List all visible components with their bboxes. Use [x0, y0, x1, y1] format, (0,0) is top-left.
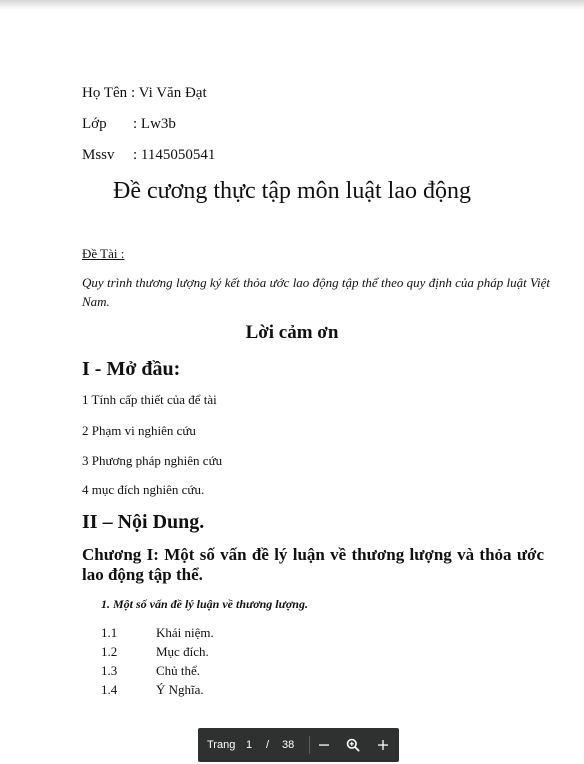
chapter-heading: Chương I: Một số vấn đề lý luận về thương lượng và thỏa ước lao động tập thể. — [82, 545, 544, 584]
subitem-text: Mục đích. — [156, 644, 209, 659]
info-label: Mssv — [82, 147, 115, 163]
page-label: Trang — [207, 739, 236, 751]
subsection-heading: 1. Một số vấn đề lý luận về thương lượng. — [101, 597, 308, 611]
info-row-student-id — [82, 146, 216, 164]
subitem-number: 1.3 — [101, 663, 118, 678]
current-page-input[interactable]: 1 — [246, 739, 253, 751]
table-row — [101, 663, 200, 679]
acknowledgements-heading: Lời cảm ơn — [245, 322, 339, 343]
topic-label: Đề Tài : — [82, 246, 125, 261]
info-label: Lớp — [82, 116, 107, 132]
zoom-in-button[interactable] — [371, 728, 395, 762]
zoom-out-button[interactable] — [312, 728, 336, 762]
subitem-text: Ý Nghĩa. — [156, 682, 204, 697]
toolbar-divider — [309, 736, 310, 754]
zoom-button[interactable] — [341, 728, 365, 762]
page-separator: / — [266, 739, 270, 751]
info-value: : Lw3b — [133, 116, 176, 132]
subitem-text: Chủ thể. — [156, 663, 201, 678]
minus-icon — [318, 739, 330, 751]
info-label: Họ Tên — [82, 85, 128, 101]
info-row-name — [82, 84, 207, 102]
subitem-number: 1.4 — [101, 682, 118, 697]
table-row — [101, 644, 209, 660]
list-item: 2 Phạm vi nghiên cứu — [82, 423, 196, 438]
info-value: : Vi Văn Đạt — [131, 85, 207, 101]
topic-text: Quy trình thương lượng ký kết thỏa ước lao động tập thể theo quy định của pháp luật Việt Nam. — [82, 275, 550, 309]
magnifier-icon — [346, 738, 360, 752]
viewer-toolbar — [198, 728, 399, 762]
list-item: 4 mục đích nghiên cứu. — [82, 482, 205, 497]
subitem-text: Khái niệm. — [156, 625, 214, 640]
table-row — [101, 682, 204, 698]
table-row — [101, 625, 214, 641]
plus-icon — [377, 739, 389, 751]
document-title: Đề cương thực tập môn luật lao động — [113, 178, 471, 204]
list-item: 3 Phương pháp nghiên cứu — [82, 453, 223, 468]
subitem-number: 1.2 — [101, 644, 118, 659]
subitem-number: 1.1 — [101, 625, 118, 640]
section-heading-intro: I - Mở đầu: — [82, 358, 181, 380]
section-heading-content: II – Nội Dung. — [82, 511, 205, 533]
info-row-class — [82, 115, 176, 133]
info-value: : 1145050541 — [133, 147, 216, 163]
list-item: 1 Tính cấp thiết của để tài — [82, 392, 217, 407]
total-pages: 38 — [282, 739, 295, 751]
